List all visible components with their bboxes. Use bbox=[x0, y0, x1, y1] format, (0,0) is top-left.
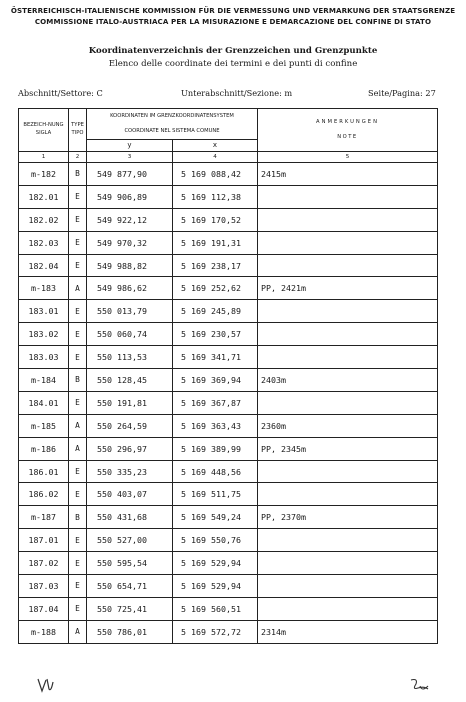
point-note bbox=[258, 575, 438, 598]
point-designation: 186.02 bbox=[19, 483, 69, 506]
coordinate-y: 550 128,45 bbox=[87, 369, 173, 392]
table-row bbox=[19, 254, 438, 277]
coordinate-x: 5 169 369,94 bbox=[173, 369, 258, 392]
document-title-german: Koordinatenverzeichnis der Grenzzeichen und Grenzpunkte bbox=[88, 46, 378, 56]
table-row bbox=[19, 483, 438, 506]
point-type: B bbox=[69, 163, 87, 186]
point-designation: m-187 bbox=[19, 506, 69, 529]
point-note bbox=[258, 300, 438, 323]
coordinate-x: 5 169 191,31 bbox=[173, 231, 258, 254]
column-header-designation: BEZEICH-NUNG SIGLA bbox=[19, 109, 69, 152]
point-type: E bbox=[69, 597, 87, 620]
coordinate-x: 5 169 389,99 bbox=[173, 437, 258, 460]
coordinate-y: 549 970,32 bbox=[87, 231, 173, 254]
point-designation: 187.01 bbox=[19, 529, 69, 552]
coordinate-x: 5 169 170,52 bbox=[173, 208, 258, 231]
point-designation: 182.02 bbox=[19, 208, 69, 231]
type-label-italian: TIPO bbox=[71, 130, 84, 136]
handwritten-initials-right bbox=[408, 676, 432, 698]
point-type: B bbox=[69, 369, 87, 392]
table-row bbox=[19, 575, 438, 598]
coordinate-x: 5 169 088,42 bbox=[173, 163, 258, 186]
coordinate-x: 5 169 549,24 bbox=[173, 506, 258, 529]
point-designation: 182.03 bbox=[19, 231, 69, 254]
point-note bbox=[258, 185, 438, 208]
coordinates-label-german: KOORDINATEN IM GRENZKOORDINATENSYSTEM bbox=[110, 112, 234, 119]
coordinate-x: 5 169 529,94 bbox=[173, 575, 258, 598]
table-row bbox=[19, 552, 438, 575]
point-type: E bbox=[69, 460, 87, 483]
coordinate-x: 5 169 112,38 bbox=[173, 185, 258, 208]
coordinate-y: 549 922,12 bbox=[87, 208, 173, 231]
point-type: E bbox=[69, 208, 87, 231]
document-title-italian: Elenco delle coordinate dei termini e dei punti di confine bbox=[108, 59, 358, 69]
point-note bbox=[258, 460, 438, 483]
coordinate-x: 5 169 238,17 bbox=[173, 254, 258, 277]
point-note bbox=[258, 552, 438, 575]
point-note bbox=[258, 483, 438, 506]
point-designation: m-184 bbox=[19, 369, 69, 392]
point-type: E bbox=[69, 185, 87, 208]
coordinate-y: 550 191,81 bbox=[87, 391, 173, 414]
point-note bbox=[258, 529, 438, 552]
point-designation: 184.01 bbox=[19, 391, 69, 414]
table-row bbox=[19, 529, 438, 552]
column-header-type bbox=[69, 109, 87, 152]
point-type: E bbox=[69, 323, 87, 346]
page-number: Seite/Pagina: 27 bbox=[368, 88, 436, 98]
table-row bbox=[19, 208, 438, 231]
table-row bbox=[19, 437, 438, 460]
commission-title-italian: COMMISSIONE ITALO-AUSTRIACA PER LA MISURAZIONE E DEMARCAZIONE DEL CONFINE DI STATO bbox=[34, 17, 432, 26]
table-row bbox=[19, 163, 438, 186]
table-row bbox=[19, 506, 438, 529]
point-designation: m-188 bbox=[19, 620, 69, 643]
point-type: E bbox=[69, 552, 87, 575]
coordinate-x: 5 169 550,76 bbox=[173, 529, 258, 552]
coordinate-y: 550 786,01 bbox=[87, 620, 173, 643]
point-designation: m-185 bbox=[19, 414, 69, 437]
column-number-1: 1 bbox=[19, 152, 69, 163]
coordinate-y: 550 431,68 bbox=[87, 506, 173, 529]
table-row bbox=[19, 620, 438, 643]
table-body bbox=[19, 163, 438, 644]
coordinates-label-italian: COORDINATE NEL SISTEMA COMUNE bbox=[124, 127, 220, 134]
coordinate-y: 549 986,62 bbox=[87, 277, 173, 300]
table-row bbox=[19, 597, 438, 620]
coordinate-x: 5 169 363,43 bbox=[173, 414, 258, 437]
point-note: PP, 2345m bbox=[258, 437, 438, 460]
point-type: E bbox=[69, 391, 87, 414]
point-note bbox=[258, 323, 438, 346]
point-note bbox=[258, 254, 438, 277]
point-type: A bbox=[69, 277, 87, 300]
point-type: E bbox=[69, 529, 87, 552]
coordinate-y: 549 988,82 bbox=[87, 254, 173, 277]
point-designation: 182.04 bbox=[19, 254, 69, 277]
column-number-2: 2 bbox=[69, 152, 87, 163]
point-type: A bbox=[69, 620, 87, 643]
type-label-german: TYPE bbox=[71, 122, 84, 129]
point-type: E bbox=[69, 231, 87, 254]
coordinates-table bbox=[18, 108, 438, 644]
point-note: PP, 2421m bbox=[258, 277, 438, 300]
table-row bbox=[19, 460, 438, 483]
point-type: E bbox=[69, 300, 87, 323]
point-type: E bbox=[69, 346, 87, 369]
coordinate-x: 5 169 245,89 bbox=[173, 300, 258, 323]
point-designation: 186.01 bbox=[19, 460, 69, 483]
table-row bbox=[19, 323, 438, 346]
point-designation: 187.03 bbox=[19, 575, 69, 598]
coordinate-y: 550 060,74 bbox=[87, 323, 173, 346]
point-type: E bbox=[69, 483, 87, 506]
table-row bbox=[19, 185, 438, 208]
column-number-3: 3 bbox=[87, 152, 173, 163]
table-row bbox=[19, 300, 438, 323]
handwritten-initials-left bbox=[36, 676, 56, 698]
coordinate-y: 550 264,59 bbox=[87, 414, 173, 437]
coordinate-x: 5 169 341,71 bbox=[173, 346, 258, 369]
coordinate-y: 550 335,23 bbox=[87, 460, 173, 483]
point-type: A bbox=[69, 414, 87, 437]
coordinate-y: 549 877,90 bbox=[87, 163, 173, 186]
point-type: B bbox=[69, 506, 87, 529]
table-row bbox=[19, 391, 438, 414]
column-header-coordinates bbox=[87, 109, 258, 140]
point-designation: 183.03 bbox=[19, 346, 69, 369]
table-row bbox=[19, 346, 438, 369]
point-designation: m-183 bbox=[19, 277, 69, 300]
coordinate-y: 550 527,00 bbox=[87, 529, 173, 552]
column-header-notes bbox=[258, 109, 438, 152]
coordinate-x: 5 169 448,56 bbox=[173, 460, 258, 483]
point-designation: m-182 bbox=[19, 163, 69, 186]
column-number-5: 5 bbox=[258, 152, 438, 163]
coordinate-y: 550 296,97 bbox=[87, 437, 173, 460]
sector-label: Abschnitt/Settore: C bbox=[18, 88, 103, 98]
commission-title-german: ÖSTERREICHISCH-ITALIENISCHE KOMMISSION FÜR DIE VERMESSUNG UND VERMARKUNG DER STAATSGRENZE bbox=[10, 6, 456, 15]
table-row bbox=[19, 369, 438, 392]
point-designation: 183.02 bbox=[19, 323, 69, 346]
point-type: A bbox=[69, 437, 87, 460]
point-note: PP, 2370m bbox=[258, 506, 438, 529]
point-designation: 187.04 bbox=[19, 597, 69, 620]
table-row bbox=[19, 414, 438, 437]
point-designation: 182.01 bbox=[19, 185, 69, 208]
coordinate-x: 5 169 529,94 bbox=[173, 552, 258, 575]
coordinate-x: 5 169 511,75 bbox=[173, 483, 258, 506]
coordinate-x: 5 169 252,62 bbox=[173, 277, 258, 300]
table-row bbox=[19, 277, 438, 300]
coordinate-y: 550 403,07 bbox=[87, 483, 173, 506]
coordinate-x: 5 169 560,51 bbox=[173, 597, 258, 620]
point-note bbox=[258, 208, 438, 231]
notes-label-italian: NOTE bbox=[337, 133, 358, 140]
coordinate-x: 5 169 367,87 bbox=[173, 391, 258, 414]
point-note bbox=[258, 597, 438, 620]
column-header-y: y bbox=[87, 140, 173, 152]
coordinate-y: 550 654,71 bbox=[87, 575, 173, 598]
coordinate-y: 550 725,41 bbox=[87, 597, 173, 620]
column-number-4: 4 bbox=[173, 152, 258, 163]
table-row bbox=[19, 231, 438, 254]
notes-label-german: ANMERKUNGEN bbox=[316, 118, 379, 125]
coordinate-y: 550 013,79 bbox=[87, 300, 173, 323]
point-designation: 183.01 bbox=[19, 300, 69, 323]
point-note: 2314m bbox=[258, 620, 438, 643]
coordinate-x: 5 169 230,57 bbox=[173, 323, 258, 346]
point-note: 2403m bbox=[258, 369, 438, 392]
coordinate-y: 549 906,89 bbox=[87, 185, 173, 208]
coordinate-y: 550 113,53 bbox=[87, 346, 173, 369]
point-note bbox=[258, 391, 438, 414]
point-type: E bbox=[69, 254, 87, 277]
section-label: Unterabschnitt/Sezione: m bbox=[181, 88, 293, 98]
point-note bbox=[258, 346, 438, 369]
point-note bbox=[258, 231, 438, 254]
point-note: 2360m bbox=[258, 414, 438, 437]
point-note: 2415m bbox=[258, 163, 438, 186]
column-header-x: x bbox=[173, 140, 258, 152]
coordinate-x: 5 169 572,72 bbox=[173, 620, 258, 643]
point-designation: 187.02 bbox=[19, 552, 69, 575]
coordinate-y: 550 595,54 bbox=[87, 552, 173, 575]
point-type: E bbox=[69, 575, 87, 598]
point-designation: m-186 bbox=[19, 437, 69, 460]
